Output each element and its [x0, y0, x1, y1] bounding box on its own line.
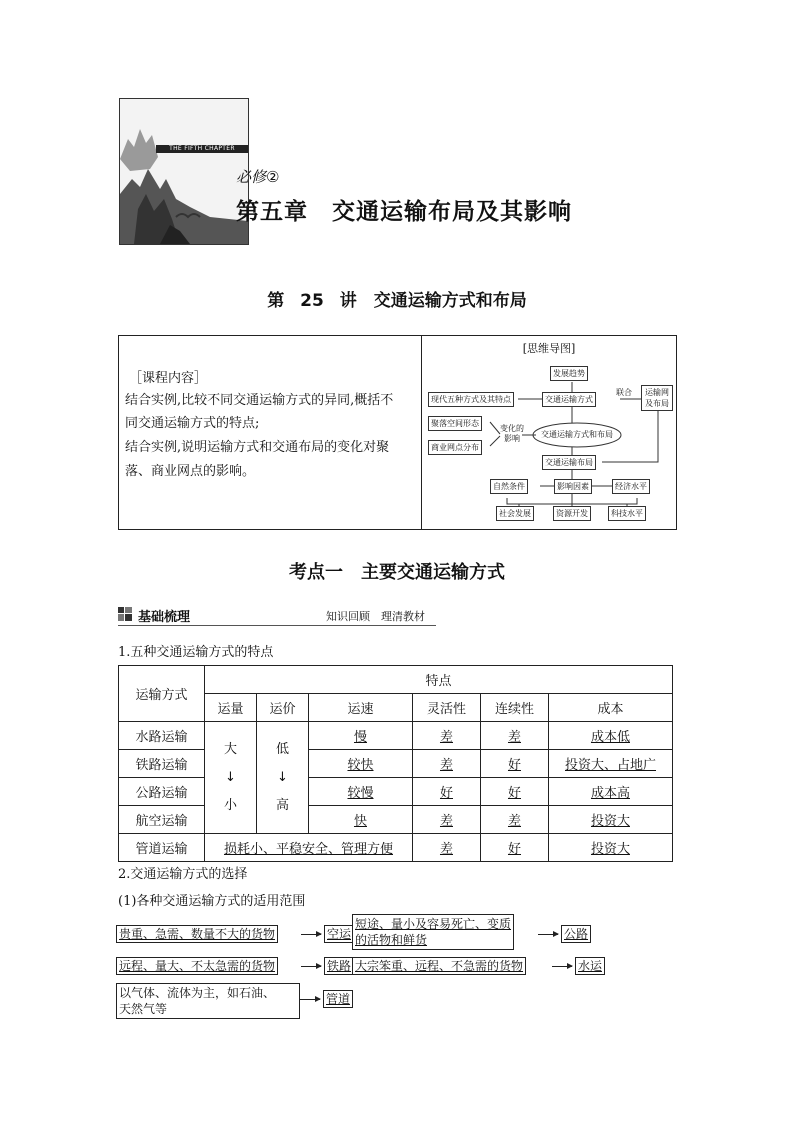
- flex-cell: 差: [413, 806, 481, 834]
- arrow-right-icon: [301, 934, 321, 935]
- flex-cell: 差: [413, 722, 481, 750]
- cost-cell: 投资大、占地广: [549, 750, 673, 778]
- course-line: 结合实例,比较不同交通运输方式的异同,概括不: [125, 393, 394, 408]
- flex-cell: 差: [413, 834, 481, 862]
- arrow-right-icon: [300, 999, 320, 1000]
- flow-r1-result: 公路: [561, 925, 591, 943]
- basics-subtitle: 知识回顾 理清教材: [326, 610, 425, 623]
- header-continuity: 连续性: [481, 694, 549, 722]
- table-row: [119, 806, 673, 834]
- cont-cell: 差: [481, 722, 549, 750]
- mindmap-network-line1: 运输网: [645, 388, 669, 397]
- table-row: [119, 722, 673, 750]
- mountain-landscape-icon: [120, 99, 248, 244]
- cont-cell: 差: [481, 806, 549, 834]
- mode-cell: 管道运输: [119, 834, 205, 862]
- course-line: 同交通运输方式的特点;: [125, 416, 260, 431]
- cost-cell: 成本高: [549, 778, 673, 806]
- mode-cell: 铁路运输: [119, 750, 205, 778]
- header-speed: 运速: [309, 694, 413, 722]
- flow-r2-cargo: 远程、量大、不太急需的货物: [116, 957, 278, 975]
- price-bottom: 高: [275, 797, 289, 813]
- transport-features-table: [118, 665, 673, 862]
- volume-bottom: 小: [223, 797, 237, 813]
- mode-cell: 航空运输: [119, 806, 205, 834]
- cont-cell: 好: [481, 834, 549, 862]
- header-features: 特点: [205, 666, 673, 694]
- arrow-right-icon: [538, 934, 558, 935]
- speed-cell: 较快: [309, 750, 413, 778]
- mindmap-layout: 交通运输布局: [542, 455, 596, 470]
- flow-r2-mode: 铁路: [324, 957, 354, 975]
- mindmap-mode-and-layout: 交通运输方式和布局: [541, 430, 613, 439]
- chapter-title: 第五章 交通运输布局及其影响: [236, 199, 572, 225]
- mindmap-commercial: 商业网点分布: [428, 440, 482, 455]
- grid-square-icon: [118, 607, 132, 621]
- cont-cell: 好: [481, 750, 549, 778]
- intro-box: [118, 335, 677, 530]
- lecture-title: 第 25 讲 交通运输方式和布局: [267, 291, 527, 311]
- mindmap-link-label: 联合: [616, 388, 632, 397]
- mindmap-network-line2: 及布局: [645, 399, 669, 408]
- table-row: [119, 834, 673, 862]
- speed-cell: 快: [309, 806, 413, 834]
- mindmap-tech: 科技水平: [608, 506, 646, 521]
- speed-cell: 慢: [309, 722, 413, 750]
- header-volume: 运量: [205, 694, 257, 722]
- down-arrow-icon: ↓: [277, 769, 288, 785]
- mind-map: [422, 336, 676, 529]
- mode-cell: 公路运输: [119, 778, 205, 806]
- basics-label: 基础梳理: [138, 610, 191, 625]
- para-3: (1)各种交通运输方式的适用范围: [118, 894, 306, 909]
- header-mode: 运输方式: [119, 666, 205, 722]
- volume-cell: [205, 722, 257, 834]
- mindmap-factors: 影响因素: [554, 479, 592, 494]
- flow-r1-desc-line1: 短途、量小及容易死亡、变质: [355, 917, 512, 931]
- cover-band-text: THE FIFTH CHAPTER: [156, 145, 248, 153]
- para-2: 2.交通运输方式的选择: [118, 867, 248, 882]
- mindmap-settlement: 聚落空间形态: [428, 416, 482, 431]
- mindmap-dev-trend: 发展趋势: [550, 366, 588, 381]
- mode-cell: 水路运输: [119, 722, 205, 750]
- header-flexibility: 灵活性: [413, 694, 481, 722]
- cost-cell: 投资大: [549, 834, 673, 862]
- table-row: [119, 750, 673, 778]
- volume-top: 大: [223, 741, 237, 757]
- flow-r2-result: 水运: [575, 957, 605, 975]
- price-top: 低: [275, 741, 289, 757]
- mindmap-social: 社会发展: [496, 506, 534, 521]
- price-cell: [257, 722, 309, 834]
- cost-cell: 投资大: [549, 806, 673, 834]
- cont-cell: 好: [481, 778, 549, 806]
- mindmap-transport-mode: 交通运输方式: [542, 392, 596, 407]
- speed-cell: 较慢: [309, 778, 413, 806]
- mindmap-resource: 资源开发: [553, 506, 591, 521]
- down-arrow-icon: ↓: [225, 769, 236, 785]
- arrow-right-icon: [552, 966, 572, 967]
- course-content-heading: ［课程内容］: [129, 371, 208, 386]
- mindmap-five-modes: 现代五种方式及其特点: [428, 392, 514, 407]
- mind-map-title: [思维导图]: [522, 342, 576, 355]
- flow-r1-desc: [352, 914, 514, 950]
- flow-r2-desc: 大宗笨重、远程、不急需的货物: [352, 957, 526, 975]
- flow-r3-cargo-line1: 以气体、流体为主，如石油、: [119, 986, 276, 1000]
- flow-r1-mode: 空运: [324, 925, 354, 943]
- flow-r3-mode: 管道: [323, 990, 353, 1008]
- merged-features-cell: 损耗小、平稳安全、管理方便: [205, 834, 413, 862]
- course-line: 落、商业网点的影响。: [125, 464, 256, 479]
- mindmap-economy: 经济水平: [612, 479, 650, 494]
- section-title: 考点一 主要交通运输方式: [289, 562, 505, 583]
- required-course-label: 必修②: [236, 168, 280, 186]
- cost-cell: 成本低: [549, 722, 673, 750]
- basics-header-bar: [118, 604, 436, 626]
- flex-cell: 差: [413, 750, 481, 778]
- mindmap-change-influence: [498, 424, 526, 444]
- mindmap-network: [641, 385, 673, 411]
- arrow-right-icon: [301, 966, 321, 967]
- mindmap-change-line2: 影响: [504, 434, 520, 443]
- para-1: 1.五种交通运输方式的特点: [118, 645, 274, 660]
- course-line: 结合实例,说明运输方式和交通布局的变化对聚: [125, 440, 390, 455]
- basics-underline: [118, 625, 436, 626]
- flow-r1-cargo: 贵重、急需、数量不大的货物: [116, 925, 278, 943]
- mindmap-natural: 自然条件: [490, 479, 528, 494]
- flex-cell: 好: [413, 778, 481, 806]
- mindmap-change-line1: 变化的: [500, 424, 524, 433]
- flow-r3-cargo: [116, 983, 300, 1019]
- table-row: [119, 778, 673, 806]
- header-cost: 成本: [549, 694, 673, 722]
- header-price: 运价: [257, 694, 309, 722]
- chapter-cover-image: [119, 98, 249, 245]
- flow-r3-cargo-line2: 天然气等: [119, 1002, 168, 1016]
- flow-r1-desc-line2: 的活物和鲜货: [355, 933, 428, 947]
